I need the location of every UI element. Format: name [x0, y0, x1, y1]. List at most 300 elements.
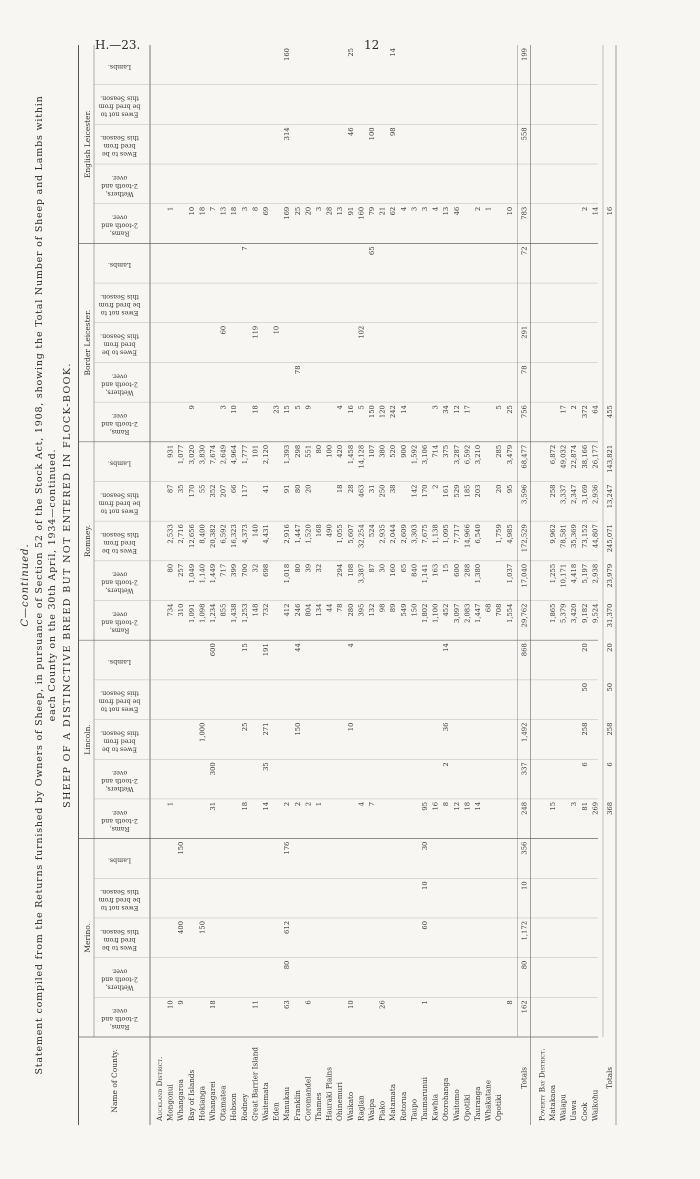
totals-cell: 13,247: [606, 484, 614, 509]
table-cell: 13: [336, 206, 345, 216]
table-cell: 191: [262, 643, 270, 657]
table-cell: 258: [549, 484, 557, 498]
table-cell: 14: [442, 643, 451, 652]
table-cell: 20,382: [209, 524, 217, 548]
totals-cell: 10: [520, 881, 529, 890]
column-subheader: this Season.: [100, 888, 139, 896]
table-cell: 1,380: [474, 563, 482, 584]
table-cell: 6,540: [474, 524, 482, 544]
table-cell: 3,287: [452, 444, 461, 465]
column-subheader: Wethers,: [105, 785, 134, 793]
column-subheader: 2-tooth and: [101, 221, 138, 229]
totals-cell: 68,477: [520, 444, 529, 469]
county-name: Rotorua: [398, 1091, 408, 1121]
table-cell: 1,447: [293, 524, 302, 544]
table-cell: 3: [431, 405, 440, 410]
totals-cell: 558: [520, 127, 529, 141]
county-name: Hokianga: [197, 1085, 207, 1121]
table-cell: 18: [463, 801, 472, 811]
table-cell: 375: [442, 444, 451, 458]
table-cell: 1: [166, 206, 175, 212]
table-cell: 63: [283, 1000, 292, 1009]
table-cell: 257: [177, 563, 186, 577]
column-subheader: 2-tooth and: [101, 618, 138, 626]
table-cell: 372: [580, 405, 589, 419]
column-subheader: this Season.: [100, 134, 139, 142]
table-cell: 4: [346, 643, 355, 648]
table-cell: 10: [505, 206, 514, 216]
table-cell: 612: [283, 920, 292, 934]
table-cell: 5,607: [346, 524, 355, 544]
column-subheader: Ewes to be: [101, 348, 138, 356]
column-subheader: this Season.: [100, 491, 139, 499]
table-cell: 1,520: [304, 524, 313, 544]
totals-cell: 1,172: [520, 920, 529, 941]
totals-cell: 199: [520, 48, 529, 61]
table-cell: 380: [378, 444, 387, 458]
table-cell: 28: [325, 206, 334, 216]
table-cell: 16: [346, 405, 355, 414]
county-name: Piako: [377, 1100, 387, 1121]
totals-cell: 143,821: [606, 444, 614, 473]
table-cell: 6,592: [463, 444, 472, 465]
county-name: Waiapu: [558, 1094, 568, 1121]
table-cell: 3,097: [452, 603, 461, 623]
table-cell: 132: [368, 603, 376, 617]
column-subheader: bred from: [103, 539, 136, 546]
table-cell: 2: [293, 801, 302, 807]
table-cell: 250: [378, 484, 387, 498]
table-cell: 8,400: [198, 524, 207, 544]
county-name: Coromandel: [303, 1076, 313, 1121]
table-cell: 3,169: [580, 484, 589, 504]
table-cell: 285: [495, 444, 504, 458]
table-cell: 2,120: [262, 444, 270, 465]
table-cell: 1,865: [549, 603, 557, 623]
table-cell: 9: [187, 405, 196, 410]
table-cell: 161: [442, 484, 451, 498]
table-cell: 420: [336, 444, 345, 458]
column-subheader: 2-tooth and: [101, 816, 138, 824]
table-cell: 10: [187, 206, 196, 216]
totals-cell: 291: [520, 325, 529, 339]
table-cell: 65: [399, 563, 408, 573]
county-name: Cook: [579, 1102, 589, 1121]
table-cell: 65: [368, 246, 376, 256]
totals-cell: 50: [606, 682, 614, 692]
table-cell: 3: [421, 206, 429, 212]
totals-cell: 455: [606, 405, 614, 419]
table-cell: 163: [431, 563, 440, 577]
table-cell: 551: [304, 444, 313, 458]
table-cell: 176: [283, 841, 292, 855]
table-cell: 160: [357, 206, 366, 220]
table-cell: 2: [442, 762, 451, 767]
table-cell: 80: [293, 484, 302, 494]
table-cell: 9: [177, 1000, 186, 1005]
table-cell: 298: [293, 444, 302, 458]
table-cell: 1,140: [198, 563, 207, 584]
table-cell: 80: [293, 563, 302, 573]
name-of-county-header: Name of County.: [110, 1049, 119, 1113]
table-cell: 119: [251, 325, 260, 339]
table-cell: 3: [240, 206, 249, 212]
table-cell: 3,479: [505, 444, 514, 465]
column-subheader: bred from: [103, 935, 136, 943]
table-cell: 34: [442, 405, 451, 414]
table-cell: 2,916: [283, 524, 292, 544]
table-cell: 10: [230, 405, 239, 414]
table-cell: 5,379: [559, 603, 568, 623]
table-cell: 16,323: [230, 524, 239, 548]
column-subheader: be bred from: [98, 300, 141, 308]
table-cell: 4: [357, 801, 366, 807]
table-cell: 4,985: [505, 524, 514, 544]
column-subheader: Wethers,: [105, 586, 134, 594]
table-cell: 399: [230, 563, 239, 577]
table-cell: 87: [368, 563, 376, 573]
table-cell: 4,418: [570, 563, 579, 584]
table-cell: 1,018: [283, 563, 292, 584]
table-cell: 87: [166, 484, 175, 494]
column-subheader: Lambs.: [107, 62, 132, 70]
column-subheader: bred from: [103, 340, 136, 348]
table-cell: 1,234: [209, 603, 217, 623]
table-cell: 14: [474, 801, 482, 811]
statement-title-line1: Statement compiled from the Returns furnished by Owners of Sheep, in pursuance of Section 52 of the Stock Act, 1908, showing the Total Number of Sheep and Lambs within: [34, 95, 45, 1075]
table-cell: 18: [336, 484, 345, 494]
table-cell: 140: [251, 524, 260, 538]
table-cell: 3,337: [559, 484, 568, 504]
table-cell: 2: [431, 484, 440, 489]
table-cell: 1,438: [230, 603, 239, 623]
county-name: Hauraki Plains: [324, 1067, 334, 1121]
totals-cell: 6: [606, 762, 614, 767]
table-cell: 18: [209, 1000, 217, 1009]
table-cell: 168: [315, 524, 323, 538]
table-cell: 1,554: [505, 603, 514, 623]
table-cell: 98: [378, 603, 387, 613]
table-cell: 98: [389, 127, 398, 137]
table-cell: 80: [166, 563, 175, 573]
table-cell: 25: [346, 48, 355, 57]
table-cell: 25: [505, 405, 514, 414]
table-cell: 14: [262, 801, 270, 811]
column-subheader: Rams,: [109, 1023, 130, 1031]
table-cell: 2,935: [378, 524, 387, 544]
table-cell: 78: [293, 365, 302, 375]
table-cell: 12,656: [187, 524, 196, 548]
table-cell: 18: [198, 206, 207, 216]
table-cell: 3,210: [474, 444, 482, 465]
table-cell: 15: [283, 405, 292, 414]
sheep-table: [78, 45, 614, 1125]
totals-label: Totals: [605, 1067, 614, 1089]
table-cell: 7: [209, 206, 217, 212]
table-cell: 207: [219, 484, 228, 498]
table-cell: 107: [368, 444, 376, 458]
table-cell: 549: [399, 603, 408, 617]
column-subheader: 2-tooth and: [101, 578, 138, 586]
column-subheader: over.: [111, 1007, 128, 1015]
table-cell: 3: [570, 801, 579, 807]
table-cell: 8: [442, 801, 451, 807]
table-cell: 7,674: [209, 444, 217, 465]
table-cell: 708: [495, 603, 504, 617]
column-subheader: this Season.: [100, 94, 139, 102]
table-cell: 463: [357, 484, 366, 498]
table-cell: 134: [315, 603, 323, 617]
table-cell: 49,032: [559, 444, 568, 469]
table-cell: 6: [304, 1000, 313, 1005]
table-cell: 3: [315, 206, 323, 212]
table-cell: 25: [293, 206, 302, 216]
table-cell: 81: [580, 801, 589, 811]
table-cell: 95: [421, 801, 429, 811]
table-cell: 2,083: [463, 603, 472, 623]
column-subheader: 2-tooth and: [101, 380, 138, 388]
totals-cell: 17,040: [520, 563, 529, 588]
table-cell: 20: [580, 643, 589, 652]
column-subheader: Rams,: [109, 427, 130, 435]
totals-cell: 3,596: [520, 484, 529, 504]
column-subheader: this Season.: [100, 332, 139, 340]
table-cell: 30: [378, 563, 387, 573]
table-cell: 1,447: [474, 603, 482, 623]
table-cell: 20: [304, 484, 313, 494]
table-cell: 80: [283, 960, 292, 970]
county-name: Thames: [314, 1092, 323, 1121]
table-cell: 44,807: [591, 524, 600, 548]
column-subheader: Ewes to be: [101, 745, 138, 753]
rotated-page: [0, 35, 614, 1135]
column-subheader: Ewes not to: [100, 904, 139, 912]
table-cell: 14,128: [357, 444, 366, 469]
table-cell: 294: [336, 563, 345, 577]
county-name: Waitomo: [451, 1089, 461, 1121]
table-cell: 1,091: [187, 603, 196, 623]
table-cell: 1: [421, 1000, 429, 1005]
column-subheader: Ewes to be: [101, 943, 138, 951]
column-subheader: Wethers,: [105, 189, 134, 197]
table-cell: 9,182: [580, 603, 589, 623]
table-cell: 300: [209, 762, 217, 776]
column-subheader: over.: [111, 967, 128, 975]
table-cell: 3,420: [570, 603, 579, 623]
table-cell: 1,100: [431, 603, 440, 623]
column-subheader: 2-tooth and: [101, 777, 138, 785]
column-subheader: this Season.: [100, 531, 139, 538]
table-cell: 150: [368, 405, 376, 419]
table-cell: 3,830: [198, 444, 207, 465]
column-subheader: this Season.: [100, 729, 139, 737]
table-cell: 14: [389, 48, 398, 57]
totals-label: Totals: [519, 1067, 529, 1089]
table-cell: 2,533: [166, 524, 175, 544]
section-title: SHEEP OF A DISTINCTIVE BREED BUT NOT ENTERED IN FLOCK-BOOK.: [62, 362, 73, 808]
table-cell: 3: [219, 405, 228, 410]
table-cell: 5: [293, 405, 302, 410]
table-cell: 258: [580, 722, 589, 736]
county-name: Great Barrier Island: [250, 1047, 260, 1121]
table-cell: 32,254: [357, 524, 366, 548]
table-cell: 529: [452, 484, 461, 498]
county-name: Eden: [271, 1102, 281, 1121]
county-name: Raglan: [356, 1095, 366, 1121]
column-subheader: 2-tooth and: [101, 181, 138, 189]
table-cell: 148: [251, 603, 260, 617]
table-cell: 698: [262, 563, 270, 577]
table-cell: 1,458: [346, 444, 355, 465]
table-cell: 60: [421, 920, 429, 930]
totals-cell: 80: [520, 960, 529, 970]
table-cell: 269: [591, 801, 600, 815]
table-cell: 150: [198, 920, 207, 934]
table-cell: 36: [442, 722, 451, 732]
table-cell: 7: [240, 246, 249, 251]
table-cell: 1,098: [198, 603, 207, 623]
table-cell: 46: [452, 206, 461, 216]
table-cell: 2: [570, 405, 579, 410]
table-cell: 102: [357, 325, 366, 339]
column-subheader: Rams,: [109, 626, 130, 634]
table-cell: 2: [474, 206, 482, 212]
table-cell: 95: [505, 484, 514, 494]
table-cell: 734: [166, 603, 175, 617]
table-cell: 55: [198, 484, 207, 494]
table-cell: 900: [399, 444, 408, 458]
page-number: 12: [364, 38, 380, 52]
table-cell: 9,962: [549, 524, 557, 544]
table-svg: [78, 45, 614, 1125]
table-cell: 32: [251, 563, 260, 573]
table-cell: 31: [368, 484, 376, 494]
column-subheader: Ewes not to: [100, 110, 139, 118]
table-cell: 1,138: [431, 524, 440, 544]
page-code: H.—23.: [95, 38, 141, 52]
district-heading: Poverty Bay District.: [537, 1048, 547, 1121]
totals-cell: 72: [520, 246, 529, 256]
table-cell: 68: [484, 603, 493, 613]
column-subheader: be bred from: [98, 102, 141, 110]
totals-cell: 756: [520, 405, 529, 419]
table-cell: 26: [378, 1000, 387, 1009]
table-cell: 5: [357, 405, 366, 410]
totals-cell: 20: [606, 643, 614, 652]
group-header: Border Leicester.: [83, 309, 92, 376]
table-cell: 2: [304, 801, 313, 807]
column-subheader: Wethers,: [105, 983, 134, 991]
table-cell: 4,964: [230, 444, 239, 465]
table-cell: 101: [251, 444, 260, 458]
county-name: Uawa: [569, 1100, 579, 1121]
column-subheader: over.: [111, 610, 128, 618]
table-cell: 91: [283, 484, 292, 494]
table-cell: 10: [421, 881, 429, 890]
column-subheader: Ewes not to: [100, 705, 139, 713]
column-subheader: Wethers,: [105, 388, 134, 396]
column-subheader: bred from: [103, 737, 136, 745]
table-cell: 717: [219, 563, 228, 577]
table-cell: 4,431: [262, 524, 270, 544]
table-cell: 4,373: [240, 524, 249, 544]
table-cell: 2,044: [389, 524, 398, 544]
table-cell: 38: [389, 484, 398, 494]
table-cell: 11: [251, 1000, 260, 1009]
county-name: Manukau: [282, 1086, 292, 1121]
column-subheader: over.: [111, 173, 128, 181]
table-cell: 855: [219, 603, 228, 617]
table-cell: 30: [421, 841, 429, 851]
table-cell: 7,717: [452, 524, 461, 544]
group-header: Merino.: [83, 922, 92, 953]
table-cell: 10,171: [559, 563, 568, 588]
table-cell: 2: [283, 801, 292, 807]
totals-cell: 29,762: [520, 603, 529, 628]
table-cell: 66: [230, 484, 239, 494]
table-cell: 7: [368, 801, 376, 807]
table-cell: 100: [325, 444, 334, 458]
table-cell: 2,347: [570, 484, 579, 504]
column-subheader: Lambs.: [107, 459, 132, 467]
table-cell: 1,055: [336, 524, 345, 544]
table-cell: 8: [505, 1000, 514, 1005]
table-cell: 13: [219, 206, 228, 216]
table-cell: 246: [293, 603, 302, 617]
table-cell: 50: [580, 682, 589, 692]
table-cell: 1,095: [442, 524, 451, 544]
totals-cell: 337: [520, 762, 529, 776]
column-subheader: over.: [111, 769, 128, 777]
table-cell: 1,393: [283, 444, 292, 465]
statement-title-line2: each County on the 30th April, 1934—continued.: [47, 448, 58, 722]
table-cell: 185: [463, 484, 472, 498]
table-cell: 931: [166, 444, 175, 458]
table-cell: 20: [304, 206, 313, 216]
column-subheader: Ewes to be: [101, 547, 138, 554]
table-cell: 22,874: [570, 444, 579, 469]
table-cell: 10: [272, 325, 281, 335]
table-cell: 2: [580, 206, 589, 212]
totals-cell: 162: [520, 1000, 529, 1014]
table-cell: 524: [368, 524, 376, 538]
table-cell: 1,049: [187, 563, 196, 584]
column-subheader: bred from: [103, 142, 136, 150]
totals-cell: 16: [606, 206, 614, 216]
table-cell: 2,609: [399, 524, 408, 544]
table-cell: 78,581: [559, 524, 568, 548]
table-cell: 1,253: [240, 603, 249, 623]
table-cell: 600: [209, 643, 217, 657]
totals-cell: 258: [606, 722, 614, 736]
table-cell: 4: [336, 405, 345, 410]
table-cell: 1: [166, 801, 175, 807]
table-cell: 13: [442, 206, 451, 216]
table-cell: 91: [346, 206, 355, 216]
table-cell: 73,152: [580, 524, 589, 548]
table-cell: 840: [410, 563, 419, 577]
column-subheader: 2-tooth and: [101, 975, 138, 983]
table-cell: 4: [431, 206, 440, 212]
county-name: Otamatea: [218, 1085, 228, 1121]
table-cell: 15: [442, 563, 451, 573]
table-cell: 8: [251, 206, 260, 212]
table-cell: 490: [325, 524, 334, 538]
table-cell: 242: [389, 405, 398, 419]
table-cell: 520: [389, 444, 398, 458]
table-cell: 100: [368, 127, 376, 141]
table-cell: 18: [230, 206, 239, 216]
